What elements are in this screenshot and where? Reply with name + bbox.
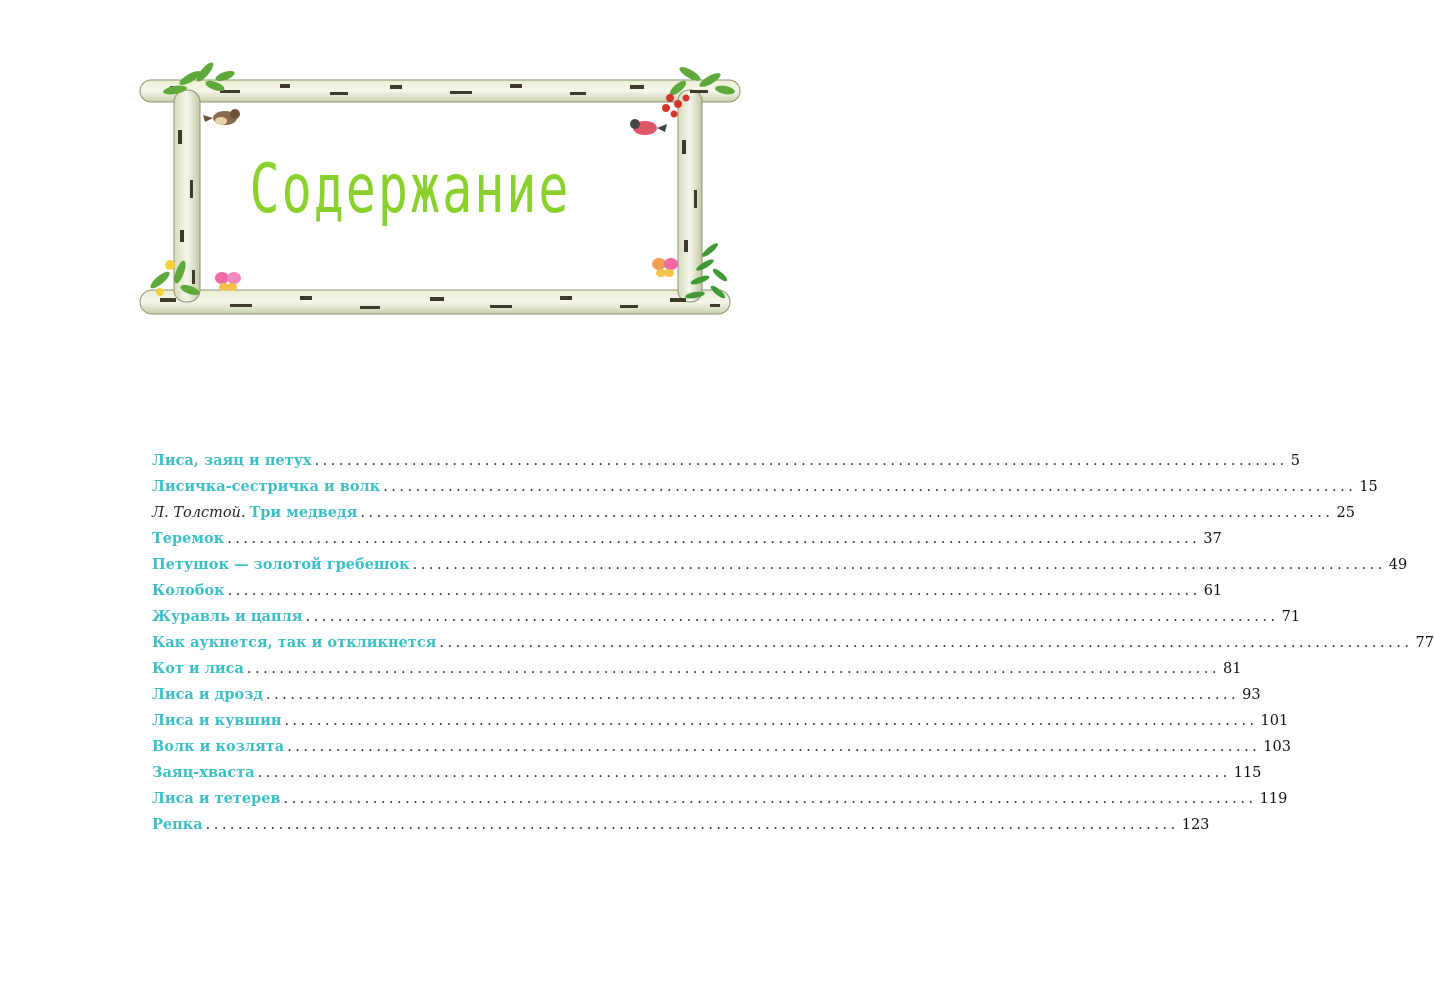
- toc-entry[interactable]: [152, 816, 1210, 842]
- toc-entry-title: Лиса и тетерев: [152, 790, 281, 807]
- toc-entry-title: Лиса и кувшин: [152, 712, 282, 729]
- toc-page-number: 49: [1388, 557, 1408, 573]
- toc-entry-title: Лисичка-сестричка и волк: [152, 478, 381, 495]
- toc-page-number: 25: [1336, 505, 1355, 521]
- toc-leader-dots: ........................................................................................................................: [205, 817, 1179, 833]
- toc-page-number: 101: [1260, 713, 1289, 729]
- toc-page-number: 103: [1263, 739, 1291, 755]
- toc-leader-dots: ........................................................................................................................: [412, 557, 1386, 573]
- toc-entry-author: Л. Толстой.: [152, 505, 246, 521]
- toc-leader-dots: ........................................................................................................................: [227, 583, 1201, 599]
- birch-frame-illustration: [130, 60, 740, 330]
- toc-leader-dots: ........................................................................................................................: [284, 713, 1258, 729]
- toc-entry[interactable]: [152, 738, 1291, 764]
- toc-entry[interactable]: [152, 504, 1355, 530]
- toc-entry[interactable]: [152, 452, 1300, 478]
- toc-entry[interactable]: [152, 582, 1223, 608]
- page-title: Содержание: [249, 149, 571, 229]
- toc-entry-title: Колобок: [152, 582, 225, 599]
- toc-page-number: 123: [1181, 817, 1210, 833]
- toc-page-number: 81: [1223, 661, 1242, 677]
- toc-page-number: 93: [1242, 687, 1261, 703]
- toc-entry-title: Три медведя: [249, 504, 358, 521]
- bird-right: [630, 119, 667, 135]
- toc-page-number: 71: [1281, 609, 1301, 625]
- toc-page-number: 5: [1290, 453, 1300, 469]
- toc-entry[interactable]: [152, 608, 1301, 634]
- butterfly-left: [215, 272, 241, 291]
- toc-page-number: 119: [1259, 791, 1288, 807]
- table-of-contents: [152, 452, 1434, 842]
- toc-entry-title: Заяц-хваста: [152, 764, 255, 781]
- toc-page-number: 37: [1203, 531, 1222, 547]
- toc-entry-title: Лиса, заяц и петух: [152, 452, 312, 469]
- toc-leader-dots: ........................................................................................................................: [305, 609, 1279, 625]
- toc-entry[interactable]: [152, 478, 1378, 504]
- toc-entry-title: Репка: [152, 816, 203, 833]
- toc-entry[interactable]: [152, 634, 1434, 660]
- toc-entry-title: Волк и козлята: [152, 738, 285, 755]
- bird-left: [203, 109, 240, 125]
- toc-entry-title: Журавль и цапля: [152, 608, 303, 625]
- toc-leader-dots: ........................................................................................................................: [439, 635, 1413, 651]
- toc-leader-dots: ........................................................................................................................: [383, 479, 1357, 495]
- toc-entry-title: Как аукнется, так и откликнется: [152, 634, 437, 651]
- toc-leader-dots: ........................................................................................................................: [283, 791, 1257, 807]
- toc-leader-dots: ........................................................................................................................: [266, 687, 1240, 703]
- toc-entry[interactable]: [152, 530, 1222, 556]
- toc-entry[interactable]: [152, 764, 1262, 790]
- toc-entry[interactable]: [152, 712, 1289, 738]
- toc-leader-dots: ........................................................................................................................: [257, 765, 1231, 781]
- toc-entry-title: Лиса и дрозд: [152, 686, 264, 703]
- toc-entry[interactable]: [152, 686, 1261, 712]
- toc-entry-title: Петушок — золотой гребешок: [152, 556, 410, 573]
- toc-leader-dots: ........................................................................................................................: [360, 505, 1334, 521]
- toc-page-number: 15: [1359, 479, 1378, 495]
- toc-leader-dots: ........................................................................................................................: [287, 739, 1261, 755]
- toc-entry-title: Теремок: [152, 530, 225, 547]
- butterfly-right: [652, 258, 678, 277]
- toc-leader-dots: ........................................................................................................................: [314, 453, 1288, 469]
- bottom-birch-log: [140, 290, 730, 314]
- toc-page-number: 77: [1415, 635, 1434, 651]
- toc-page-number: 115: [1233, 765, 1262, 781]
- toc-entry[interactable]: [152, 556, 1408, 582]
- toc-entry-title: Кот и лиса: [152, 660, 244, 677]
- toc-leader-dots: ........................................................................................................................: [246, 661, 1221, 677]
- toc-leader-dots: ........................................................................................................................: [227, 531, 1201, 547]
- toc-entry[interactable]: [152, 660, 1242, 686]
- toc-page-number: 61: [1203, 583, 1223, 599]
- toc-entry[interactable]: [152, 790, 1288, 816]
